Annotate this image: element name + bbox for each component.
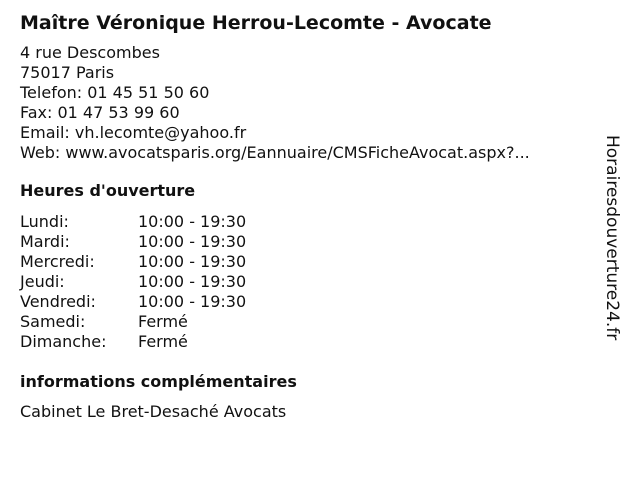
site-watermark: Horairesdouverture24.fr (602, 135, 622, 341)
hours-time: 10:00 - 19:30 (138, 272, 247, 291)
hours-time: 10:00 - 19:30 (138, 252, 247, 271)
opening-hours-table (20, 212, 610, 352)
page-title: Maître Véronique Herrou-Lecomte - Avocate (20, 12, 492, 34)
address-street: 4 rue Descombes (20, 43, 160, 62)
phone-line: Telefon: 01 45 51 50 60 (20, 83, 210, 102)
hours-day: Vendredi: (20, 292, 96, 311)
hours-time: Fermé (138, 332, 188, 351)
contact-block (20, 43, 610, 163)
hours-row-saturday (20, 312, 610, 332)
additional-info-text: Cabinet Le Bret-Desaché Avocats (20, 402, 287, 421)
hours-day: Dimanche: (20, 332, 107, 351)
hours-time: 10:00 - 19:30 (138, 232, 247, 251)
hours-day: Mercredi: (20, 252, 95, 271)
address-city: 75017 Paris (20, 63, 115, 82)
hours-time: 10:00 - 19:30 (138, 292, 247, 311)
hours-day: Mardi: (20, 232, 70, 251)
additional-info-heading: informations complémentaires (20, 372, 297, 391)
hours-row-sunday (20, 332, 610, 352)
opening-hours-heading: Heures d'ouverture (20, 181, 196, 200)
hours-row-tuesday (20, 232, 610, 252)
hours-day: Samedi: (20, 312, 86, 331)
hours-day: Lundi: (20, 212, 69, 231)
web-line: Web: www.avocatsparis.org/Eannuaire/CMSFicheAvocat.aspx?... (20, 143, 530, 162)
email-line: Email: vh.lecomte@yahoo.fr (20, 123, 247, 142)
listing-card (20, 10, 610, 422)
hours-time: 10:00 - 19:30 (138, 212, 247, 231)
hours-time: Fermé (138, 312, 188, 331)
hours-day: Jeudi: (20, 272, 65, 291)
hours-row-monday (20, 212, 610, 232)
fax-line: Fax: 01 47 53 99 60 (20, 103, 180, 122)
hours-row-friday (20, 292, 610, 312)
hours-row-wednesday (20, 252, 610, 272)
hours-row-thursday (20, 272, 610, 292)
